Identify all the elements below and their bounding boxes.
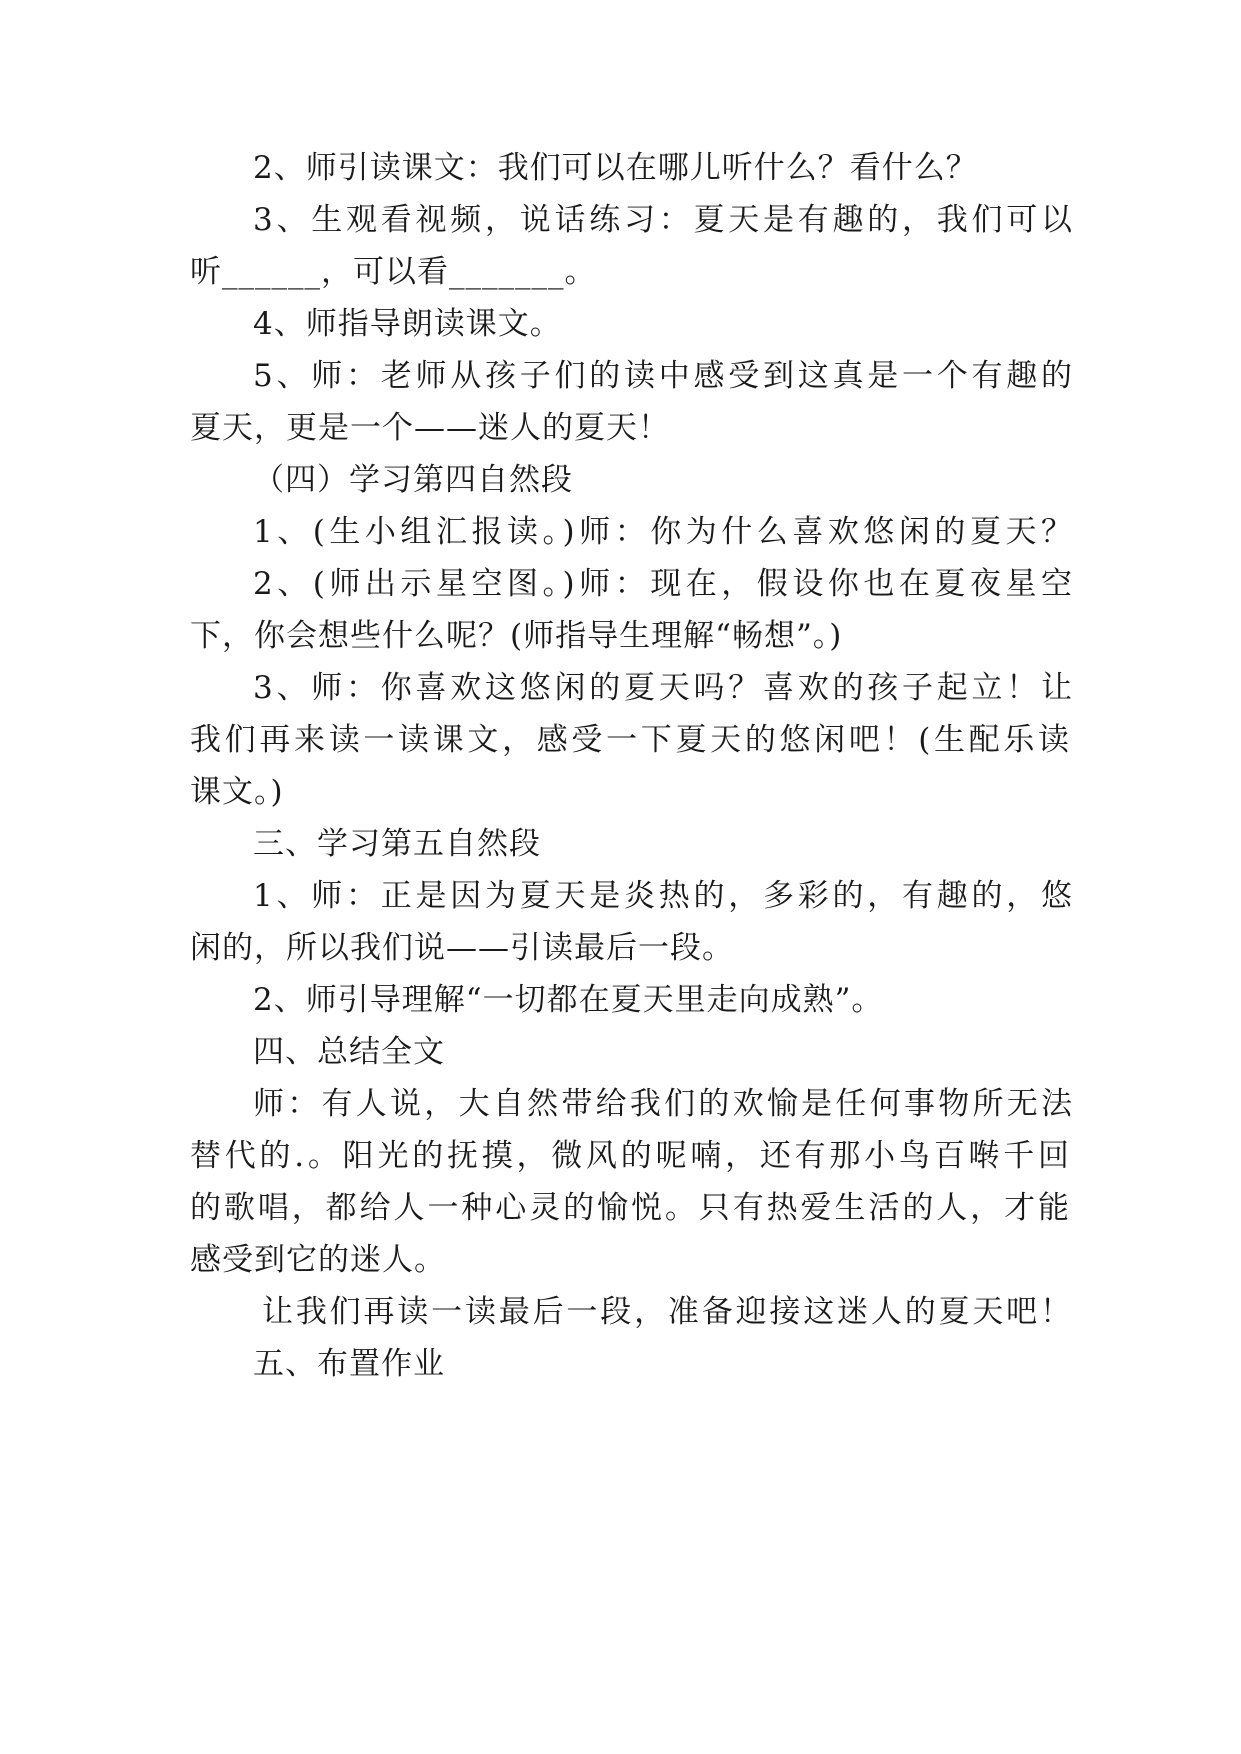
section-heading-five: 五、布置作业 (253, 1346, 445, 1382)
text-line-11: 3、师：你喜欢这悠闲的夏天吗？喜欢的孩子起立！让 (253, 670, 1073, 706)
text-line-9: 2、(师出示星空图。)师：现在，假设你也在夏夜星空 (253, 566, 1073, 602)
text-line-5: 5、师：老师从孩子们的读中感受到这真是一个有趣的 (253, 358, 1073, 394)
text-line-21: 的歌唱，都给人一种心灵的愉悦。只有热爱生活的人，才能 (190, 1190, 1070, 1226)
text-line-8: 1、(生小组汇报读。)师：你为什么喜欢悠闲的夏天？ (253, 514, 1073, 550)
text-line-22: 感受到它的迷人。 (190, 1242, 446, 1278)
text-line-23: 让我们再读一读最后一段，准备迎接这迷人的夏天吧！ (262, 1294, 1072, 1330)
section-heading-four: 四、总结全文 (253, 1034, 445, 1070)
text-line-19: 师：有人说，大自然带给我们的欢愉是任何事物所无法 (253, 1086, 1073, 1122)
text-line-3: 听______，可以看_______。 (190, 254, 597, 290)
text-line-15: 1、师：正是因为夏天是炎热的，多彩的，有趣的，悠 (253, 878, 1073, 914)
text-line-13: 课文。) (190, 774, 284, 810)
text-line-2: 3、生观看视频，说话练习：夏天是有趣的，我们可以 (253, 202, 1073, 238)
section-heading-three: 三、学习第五自然段 (253, 826, 541, 862)
section-heading-4: （四）学习第四自然段 (253, 462, 573, 498)
text-line-1: 2、师引读课文：我们可以在哪儿听什么？看什么？ (253, 150, 978, 186)
text-line-6: 夏天，更是一个——迷人的夏天！ (190, 410, 670, 446)
text-line-20: 替代的.。阳光的抚摸，微风的呢喃，还有那小鸟百啭千回 (190, 1138, 1070, 1174)
text-line-12: 我们再来读一读课文，感受一下夏天的悠闲吧！(生配乐读 (190, 722, 1070, 758)
text-line-4: 4、师指导朗读课文。 (253, 306, 562, 342)
text-line-17: 2、师引导理解“一切都在夏天里走向成熟”。 (253, 982, 884, 1018)
text-line-10: 下，你会想些什么呢？(师指导生理解“畅想”。) (190, 618, 843, 654)
text-line-16: 闲的，所以我们说——引读最后一段。 (190, 930, 734, 966)
